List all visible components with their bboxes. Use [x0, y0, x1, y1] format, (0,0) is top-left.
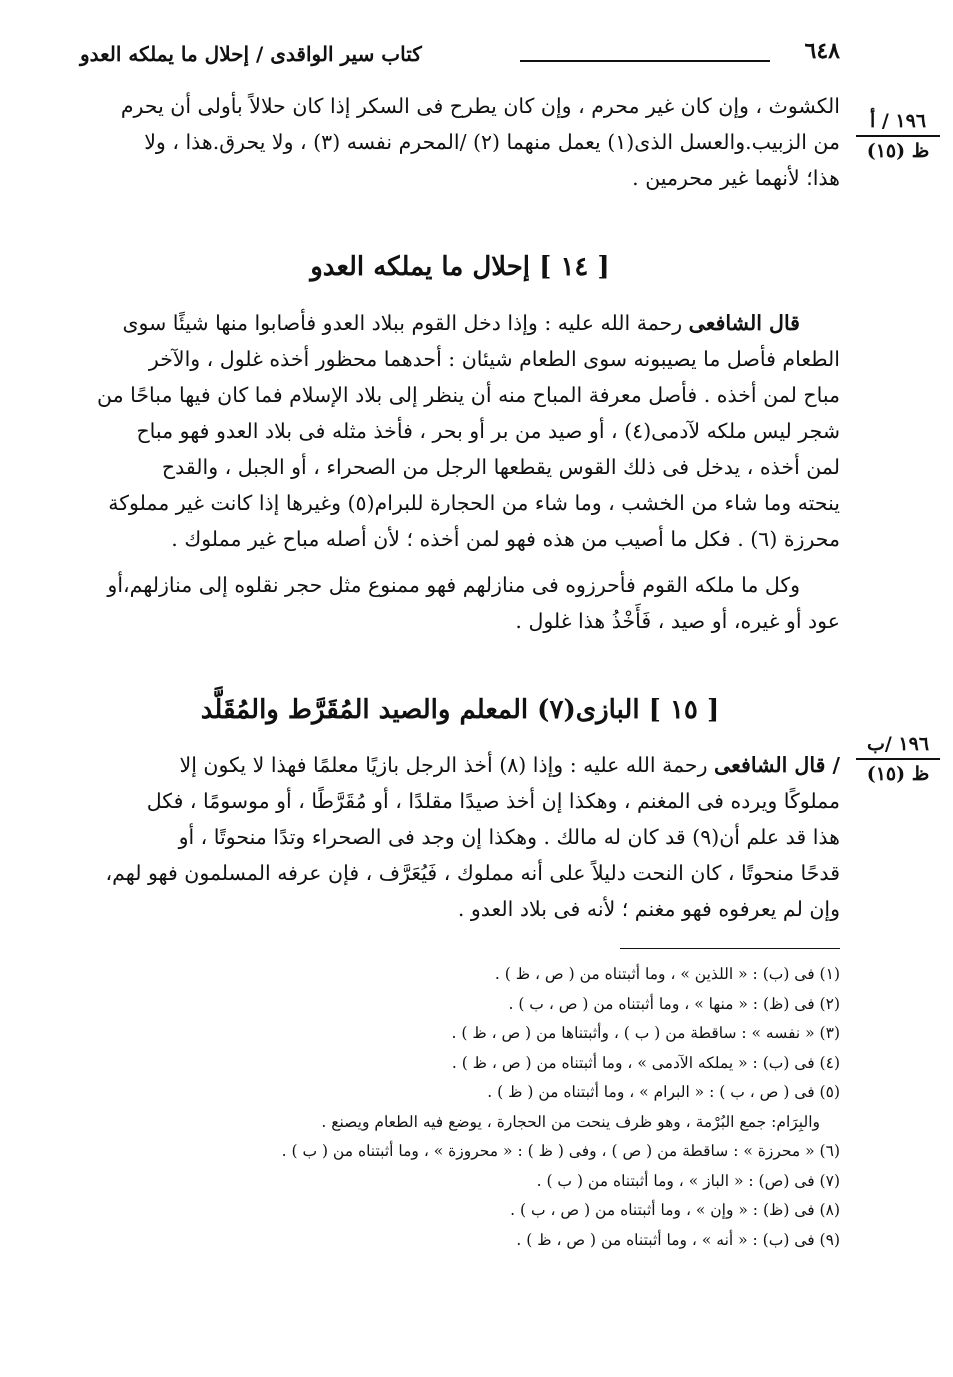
footnote: (٨) فى (ظ) : « وإن » ، وما أثبتناه من ( ص ، ب ) . — [510, 1201, 840, 1219]
text-line: هذا قد علم أن(٩) قد كان له مالك . وهكذا إن وجد فى الصحراء وتدًا منحوتًا ، أو — [178, 825, 840, 849]
footnote-rule — [620, 948, 840, 949]
footnote: (٧) فى (ص) : « الباز » ، وما أثبتناه من ( ب ) . — [536, 1171, 840, 1190]
footnote: (٥) فى ( ص ، ب ) : « البرام » ، وما أثبتناه من ( ظ ) . — [487, 1083, 840, 1101]
footnote: (٩) فى (ب) : « أنه » ، وما أثبتناه من ( ص ، ظ ) . — [516, 1230, 840, 1249]
text-line: الكشوث ، وإن كان غير محرم ، وإن كان يطرح فى السكر إذا كان حلالاً بأولى أن يحرم — [120, 94, 840, 118]
footnote: (٢) فى (ظ) : « منها » ، وما أثبتناه من ( ص ، ب ) . — [508, 994, 840, 1013]
section-15-body — [80, 747, 840, 927]
text-line: قال الشافعى رحمة الله عليه : وإذا دخل القوم ببلاد العدو فأصابوا منها شيئًا سوى — [122, 311, 800, 335]
page-number: ٦٤٨ — [804, 38, 840, 64]
header-rule — [520, 60, 770, 62]
running-title: كتاب سير الواقدى / إحلال ما يملكه العدو — [80, 42, 422, 66]
margin-note-rule — [856, 758, 940, 760]
margin-note-2 — [848, 733, 948, 785]
text-line: وإن لم يعرفوه فهو مغنم ؛ لأنه فى بلاد العدو . — [457, 897, 840, 921]
text-line: ينحته وما شاء من الخشب ، وما شاء من الحجارة للبرام(٥) وغيرها إذا كانت غير مملوكة — [108, 491, 840, 515]
margin-note-manuscript: ظ (١٥) — [866, 763, 930, 785]
margin-note-rule — [856, 135, 940, 137]
section-heading-15: [ ١٥ ] البازى(٧) المعلم والصيد المُقَرَّط والمُقَلَّد — [200, 695, 720, 725]
footnote-gloss: والبِرَام: جمع البُرْمة ، وهو ظرف ينحت من الحجارة ، يوضع فيه الطعام ويصنع . — [321, 1112, 820, 1131]
footnotes — [120, 960, 840, 1255]
text-line: هذا؛ لأنهما غير محرمين . — [632, 166, 840, 190]
margin-note-folio: ١٩٦ / أ — [869, 110, 927, 132]
section-14-body — [80, 305, 840, 639]
footnote: (٣) « نفسه » : ساقطة من ( ب ) ، وأثبتناها من ( ص ، ظ ) . — [451, 1024, 840, 1042]
speaker-name: قال الشافعى — [688, 311, 800, 335]
text-line: شجر ليس ملكه لآدمى(٤) ، أو صيد من بر أو بحر ، فأخذ مثله فى بلاد العدو فهو مباح — [136, 419, 840, 443]
text-line: / قال الشافعى رحمة الله عليه : وإذا (٨) أخذ الرجل بازيًا معلمًا فهذا لا يكون إلا — [179, 753, 840, 777]
section-heading-14: [ ١٤ ] إحلال ما يملكه العدو — [310, 252, 610, 282]
footnote: (٦) « محرزة » : ساقطة من ( ص ) ، وفى ( ظ ) : « محروزة » ، وما أثبتناه من ( ب ) . — [281, 1142, 840, 1160]
text-line: من الزبيب.والعسل الذى(١) يعمل منهما (٢) /المحرم نفسه (٣) ، ولا يحرق.هذا ، ولا — [144, 130, 840, 154]
text-line: وكل ما ملكه القوم فأحرزوه فى منازلهم فهو ممنوع مثل حجر نقلوه إلى منازلهم،أو — [107, 573, 800, 597]
text-line: مملوكًا ويرده فى المغنم ، وهكذا إن أخذ صيدًا مقلدًا ، أو مُقَرَّطًا ، أو موسومًا ، فكل — [146, 789, 840, 813]
intro-paragraph — [80, 88, 840, 196]
margin-note-folio: ١٩٦ /ب — [866, 733, 930, 755]
running-header — [80, 30, 840, 80]
margin-note-manuscript: ظ (١٥) — [866, 140, 930, 162]
text-line: لمن أخذه ، يدخل فى ذلك القوس يقطعها الرجل من الصحراء ، أو الجبل ، والقدح — [161, 455, 840, 479]
text-line: قدحًا منحوتًا ، كان النحت دليلاً على أنه مملوك ، فَيُعَرَّف ، فإن عرفه المسلمون فهو لهم، — [105, 861, 840, 885]
text-line: محرزة (٦) . فكل ما أصيب من هذه فهو لمن أخذه ؛ لأن أصله مباح غير مملوك . — [171, 527, 840, 551]
speaker-name: / قال الشافعى — [714, 753, 840, 777]
margin-note-1 — [848, 110, 948, 162]
text-line: مباح لمن أخذه . فأصل معرفة المباح منه أن ينظر إلى بلاد الإسلام فما كان فيها مباحًا من — [97, 383, 840, 407]
footnote: (٤) فى (ب) : « يملكه الآدمى » ، وما أثبتناه من ( ص ، ظ ) . — [451, 1053, 840, 1072]
text-line: عود أو غيره، أو صيد ، فَأَخْذُ هذا غلول . — [515, 609, 840, 633]
text-line: الطعام فأصل ما يصيبونه سوى الطعام شيئان : أحدهما محظور أخذه غلول ، والآخر — [148, 347, 840, 371]
footnote: (١) فى (ب) : « اللذين » ، وما أثبتناه من ( ص ، ظ ) . — [494, 965, 840, 983]
